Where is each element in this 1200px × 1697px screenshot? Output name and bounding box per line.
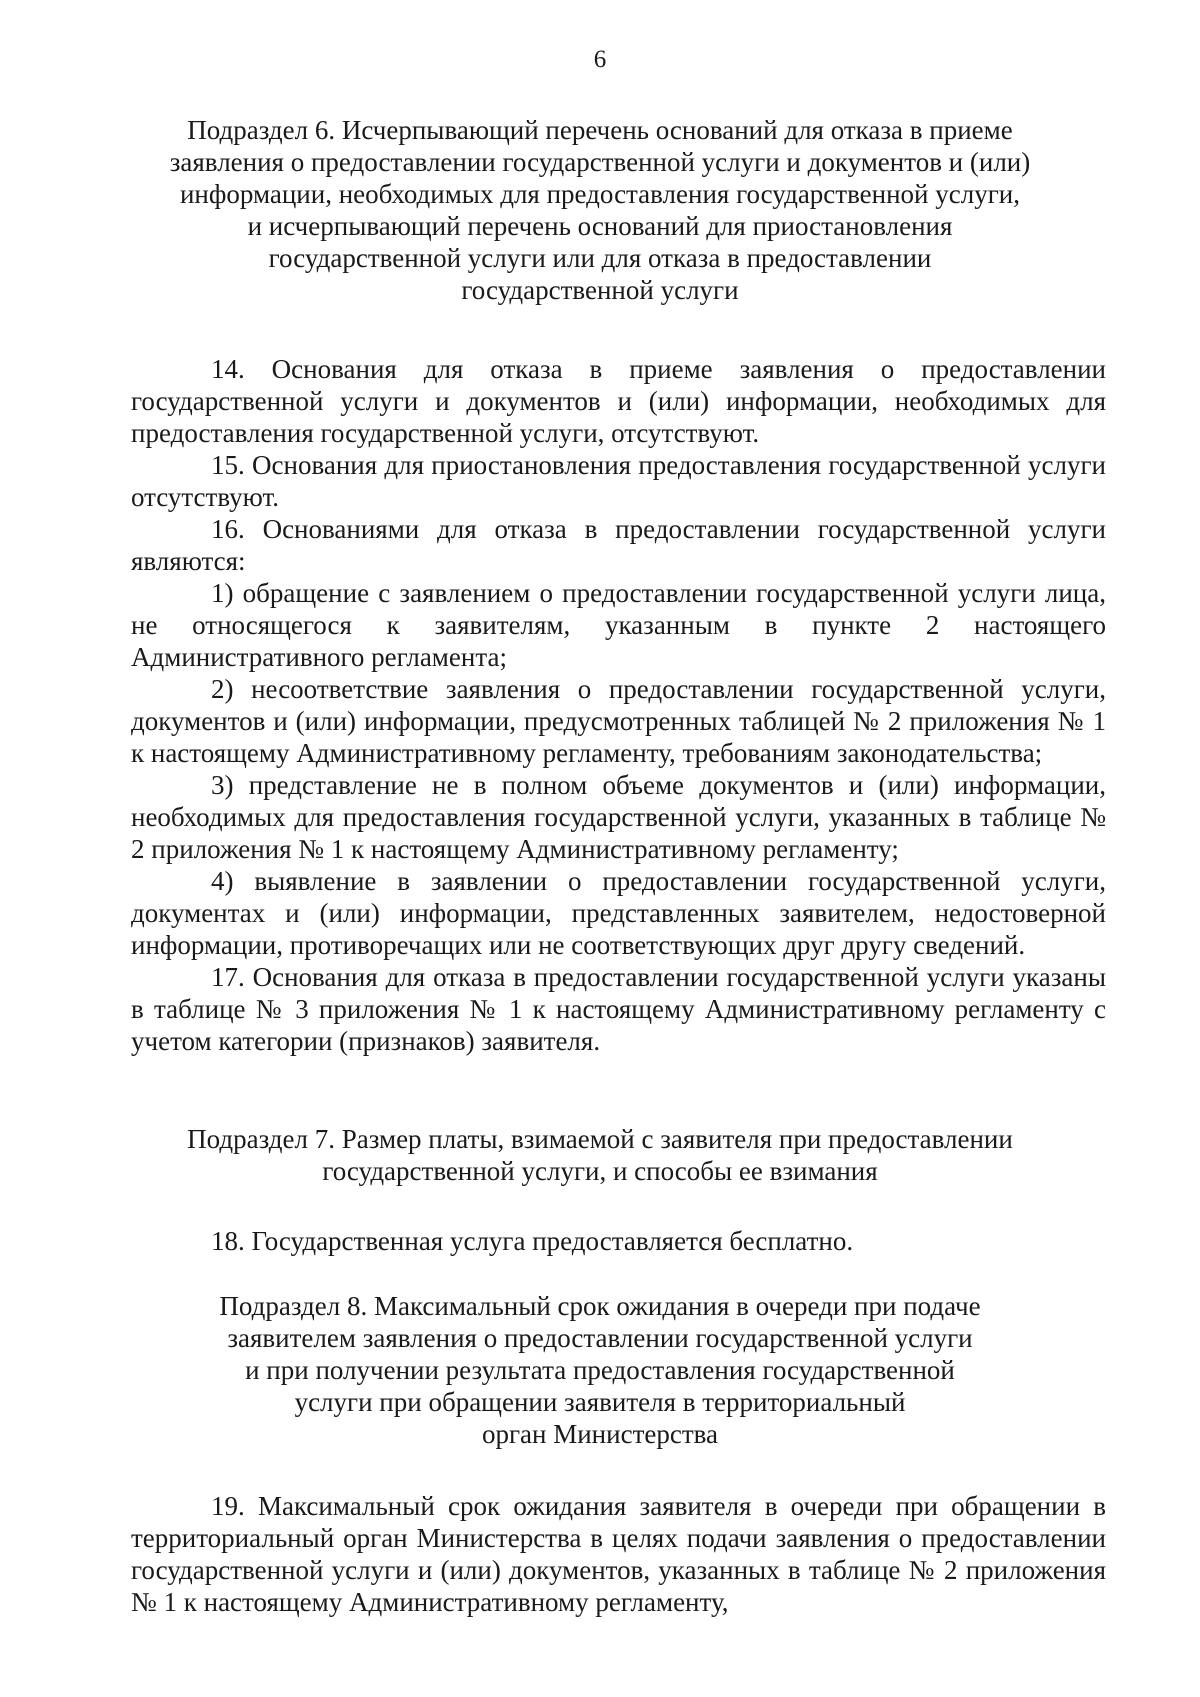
- paragraph-16: 16. Основаниями для отказа в предоставлении государственной услуги являются:: [131, 514, 1106, 576]
- heading-line: услуги при обращении заявителя в территориальный: [294, 1387, 906, 1417]
- heading-line: государственной услуги, и способы ее взимания: [322, 1156, 878, 1186]
- heading-line: Подраздел 6. Исчерпывающий перечень оснований для отказа в приеме: [187, 115, 1013, 145]
- paragraph-15: 15. Основания для приостановления предоставления государственной услуги отсутствуют.: [131, 450, 1106, 512]
- subsection-6-heading: [0, 114, 1200, 306]
- paragraph-14: 14. Основания для отказа в приеме заявления о предоставлении государственной услуги и документов и (или) информации, необходимых для предоставления государственной услуги, отсутствуют.: [131, 354, 1106, 448]
- heading-line: заявителем заявления о предоставлении государственной услуги: [227, 1323, 973, 1353]
- subsection-7-heading: [0, 1123, 1200, 1187]
- heading-line: государственной услуги: [461, 275, 739, 305]
- heading-line: Подраздел 8. Максимальный срок ожидания в очереди при подаче: [219, 1291, 981, 1321]
- heading-line: государственной услуги или для отказа в предоставлении: [268, 243, 932, 273]
- list-item-1: 1) обращение с заявлением о предоставлении государственной услуги лица, не относящегося к заявителям, указанным в пункте 2 настоящего Административного регламента;: [131, 578, 1106, 672]
- page-number: 6: [593, 46, 607, 73]
- paragraph-19: 19. Максимальный срок ожидания заявителя в очереди при обращении в территориальный орган Министерства в целях подачи заявления о предоставлении государственной услуги и (или) документов, указанных в таблице № 2 приложения № 1 к настоящему Административному регламенту,: [131, 1491, 1106, 1617]
- list-item-3: 3) представление не в полном объеме документов и (или) информации, необходимых для предоставления государственной услуги, указанных в таблице № 2 приложения № 1 к настоящему Административному регламенту;: [131, 770, 1106, 864]
- list-item-2: 2) несоответствие заявления о предоставлении государственной услуги, документов и (или) информации, предусмотренных таблицей № 2 приложения № 1 к настоящему Административному регламенту, требованиям законодательства;: [131, 674, 1106, 768]
- heading-line: Подраздел 7. Размер платы, взимаемой с заявителя при предоставлении: [187, 1124, 1013, 1154]
- subsection-8-body: [131, 1490, 1106, 1618]
- heading-line: и при получении результата предоставления государственной: [245, 1355, 955, 1385]
- heading-line: орган Министерства: [481, 1419, 719, 1449]
- paragraph-18: 18. Государственная услуга предоставляется бесплатно.: [211, 1226, 854, 1256]
- subsection-8-heading: [0, 1290, 1200, 1450]
- paragraph-17: 17. Основания для отказа в предоставлении государственной услуги указаны в таблице № 3 приложения № 1 к настоящему Административному регламенту с учетом категории (признаков) заявителя.: [131, 962, 1106, 1056]
- subsection-7-body: [131, 1225, 1106, 1257]
- heading-line: и исчерпывающий перечень оснований для приостановления: [247, 211, 953, 241]
- list-item-4: 4) выявление в заявлении о предоставлении государственной услуги, документах и (или) информации, представленных заявителем, недостоверной информации, противоречащих или не соответствующих друг другу сведений.: [131, 866, 1106, 960]
- subsection-6-body: [131, 353, 1106, 1057]
- heading-line: информации, необходимых для предоставления государственной услуги,: [179, 179, 1020, 209]
- heading-line: заявления о предоставлении государственной услуги и документов и (или): [169, 147, 1031, 177]
